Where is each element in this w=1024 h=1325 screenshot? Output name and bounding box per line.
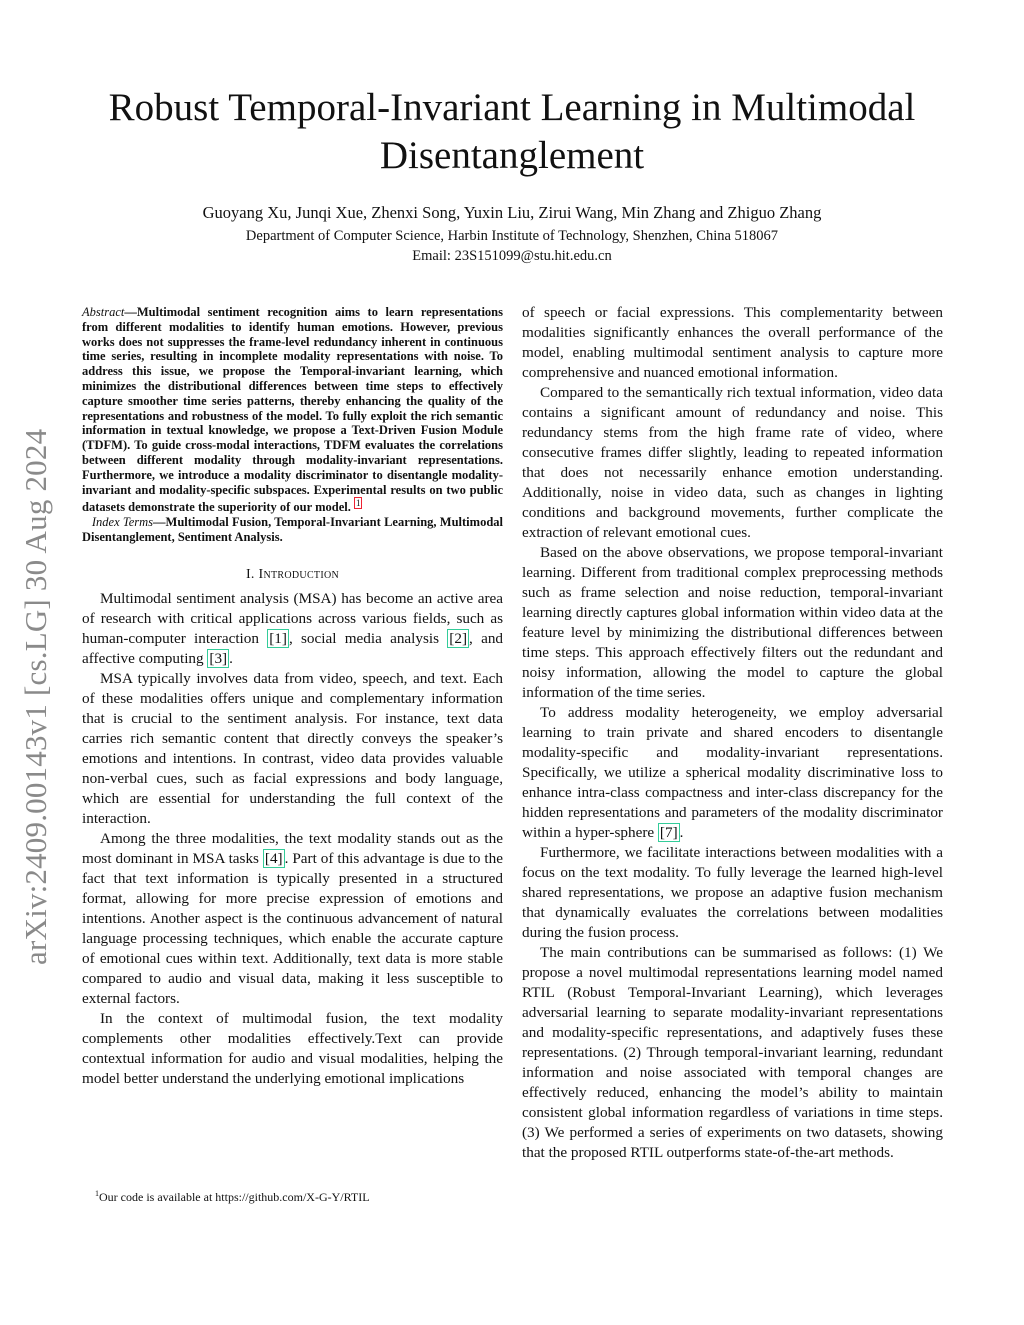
- text-run: Multimodal sentiment analysis (MSA) has become an active area of research with critical applications across various fields, such as human-computer interaction: [82, 589, 503, 647]
- citation-link[interactable]: [4]: [264, 849, 283, 867]
- citation-link[interactable]: [7]: [659, 824, 678, 841]
- arxiv-watermark: arXiv:2409.00143v1 [cs.LG] 30 Aug 2024: [18, 428, 53, 965]
- text-run: To address modality heterogeneity, we employ adversarial learning to train private and shared encoders to disentangle modality-specific and modality-invariant representations. Specifically, we utilize a spherical modality discriminative loss to enhance intra-class compactness and inter-class discrepancy for the hidden representations and parameters of the modality discriminator within a hyper-sphere: [522, 704, 943, 841]
- paragraph: of speech or facial expressions. This complementarity between modalities significantly enhances the overall performance of the model, enabling multimodal sentiment analysis to capture more comprehensive and nuanced emotional information.: [522, 304, 943, 381]
- paragraph: [522, 703, 943, 843]
- text-run: . Part of this advantage is due to the fact that text information is typically presented in a structured format, allowing for more precise expression of emotions and intentions. Another aspect is the continuous advancement of natural language processing techniques, which enable the accurate capture of emotional cues within text. Additionally, text data is more stable compared to audio and visual data, making it less susceptible to external factors.: [82, 849, 503, 1007]
- text-run: , and affective computing: [82, 629, 504, 667]
- footnote: [95, 1186, 370, 1205]
- paragraph: The main contributions can be summarised as follows: (1) We propose a novel multimodal representations learning model named RTIL (Robust Temporal-Invariant Learning), which leverages adversarial learning to separate modality-invariant representations and modality-specific representations, and adaptively fuses these representations. (2) Through temporal-invariant learning, redundant information and noise associated with temporal changes are effectively reduced, enhancing the model’s ability to maintain consistent global information regardless of variations in time steps. (3) We performed a series of experiments on two datasets, showing that the proposed RTIL outperforms state-of-the-art methods.: [522, 944, 943, 1161]
- text-run: Among the three modalities, the text modality stands out as the most dominant in MSA tasks: [82, 829, 503, 867]
- paragraph: MSA typically involves data from video, speech, and text. Each of these modalities offers unique and complementary information that is crucial to the sentiment analysis. For instance, text data carries rich semantic content that directly conveys the speaker’s emotions and intentions. In contrast, video data provides valuable non-verbal cues, such as facial expressions and body language, which are essential for understanding the full context of the interaction.: [82, 669, 503, 827]
- section-heading: [82, 567, 503, 583]
- index-terms-text: —Multimodal Fusion, Temporal-Invariant Learning, Multimodal Disentanglement, Sentiment Analysis.: [82, 515, 503, 545]
- abstract-text: —Multimodal sentiment recognition aims to learn representations from different modalities to identify human emotions. However, previous works does not suppresses the frame-level redundancy inherent in continuous time series, resulting in incomplete modality representations with noise. To address this issue, we propose the Temporal-invariant learning, which minimizes the distributional differences between time steps to effectively capture smoother time series patterns, thereby enhancing the quality of the representations and robustness of the model. To fully exploit the rich semantic information in textual knowledge, we propose a Text-Driven Fusion Module (TDFM). To guide cross-modal interactions, TDFM evaluates the correlations between different modality through modality-invariant representations. Furthermore, we introduce a modality discriminator to disentangle modality-invariant and modality-specific subspaces. Experimental results on two public datasets demonstrate the superiority of our model.: [82, 305, 503, 515]
- abstract: [82, 305, 503, 545]
- index-terms-label: Index Terms: [91, 515, 154, 530]
- paragraph: Compared to the semantically rich textual information, video data contains a significant amount of redundancy and noise. This redundancy stems from the high frame rate of video, where consecutive frames differ slightly, leading to repeated information that does not necessarily enhance emotion understanding. Additionally, noise in video data, such as changes in lighting conditions and background movements, further complicate the extraction of relevant emotional cues.: [522, 384, 943, 541]
- citation-link[interactable]: [3]: [209, 649, 228, 667]
- footnote-link[interactable]: 1: [355, 498, 361, 509]
- paragraph: Based on the above observations, we propose temporal-invariant learning. Different from traditional complex preprocessing methods such as frame selection and noise reduction, temporal-invariant learning directly captures global information within video data at the feature level by minimizing the distributional differences between time steps. This approach effectively filters out the redundant and noisy information, allowing the model to capture the global information of the time series.: [522, 544, 943, 701]
- author-list: Guoyang Xu, Junqi Xue, Zhenxi Song, Yuxin Liu, Zirui Wang, Min Zhang and Zhiguo Zhang: [202, 203, 822, 222]
- abstract-label: Abstract: [82, 305, 125, 319]
- text-run: .: [229, 649, 233, 667]
- paragraph: Furthermore, we facilitate interactions between modalities with a focus on the text modality. To fully leverage the learned high-level shared representations, we propose an adaptive fusion mechanism that dynamically evaluates the correlations between modalities during the fusion process.: [522, 844, 943, 941]
- text-run: , social media analysis: [288, 629, 448, 647]
- paragraph: [82, 589, 503, 669]
- affiliation: Department of Computer Science, Harbin Institute of Technology, Shenzhen, China 518067: [245, 228, 779, 244]
- footnote-text: Our code is available at https://github.com/X-G-Y/RTIL: [99, 1190, 370, 1204]
- text-run: .: [679, 824, 684, 841]
- paragraph: In the context of multimodal fusion, the text modality complements other modalities effectively.Text can provide contextual information for audio and visual modalities, helping the model better understand the underlying emotional implications: [82, 1009, 503, 1087]
- paragraph: [82, 829, 503, 1009]
- right-column: [522, 303, 943, 1163]
- citation-link[interactable]: [1]: [269, 629, 287, 647]
- email-line: Email: 23S151099@stu.hit.edu.cn: [412, 248, 612, 264]
- footnote-mark: 1: [95, 1189, 99, 1198]
- paper-title: Robust Temporal-Invariant Learning in Multimodal Disentanglement: [108, 86, 916, 177]
- left-column: [82, 305, 503, 1089]
- section-name: Introduction: [258, 566, 340, 582]
- section-number: I.: [245, 566, 259, 582]
- citation-link[interactable]: [2]: [449, 629, 468, 647]
